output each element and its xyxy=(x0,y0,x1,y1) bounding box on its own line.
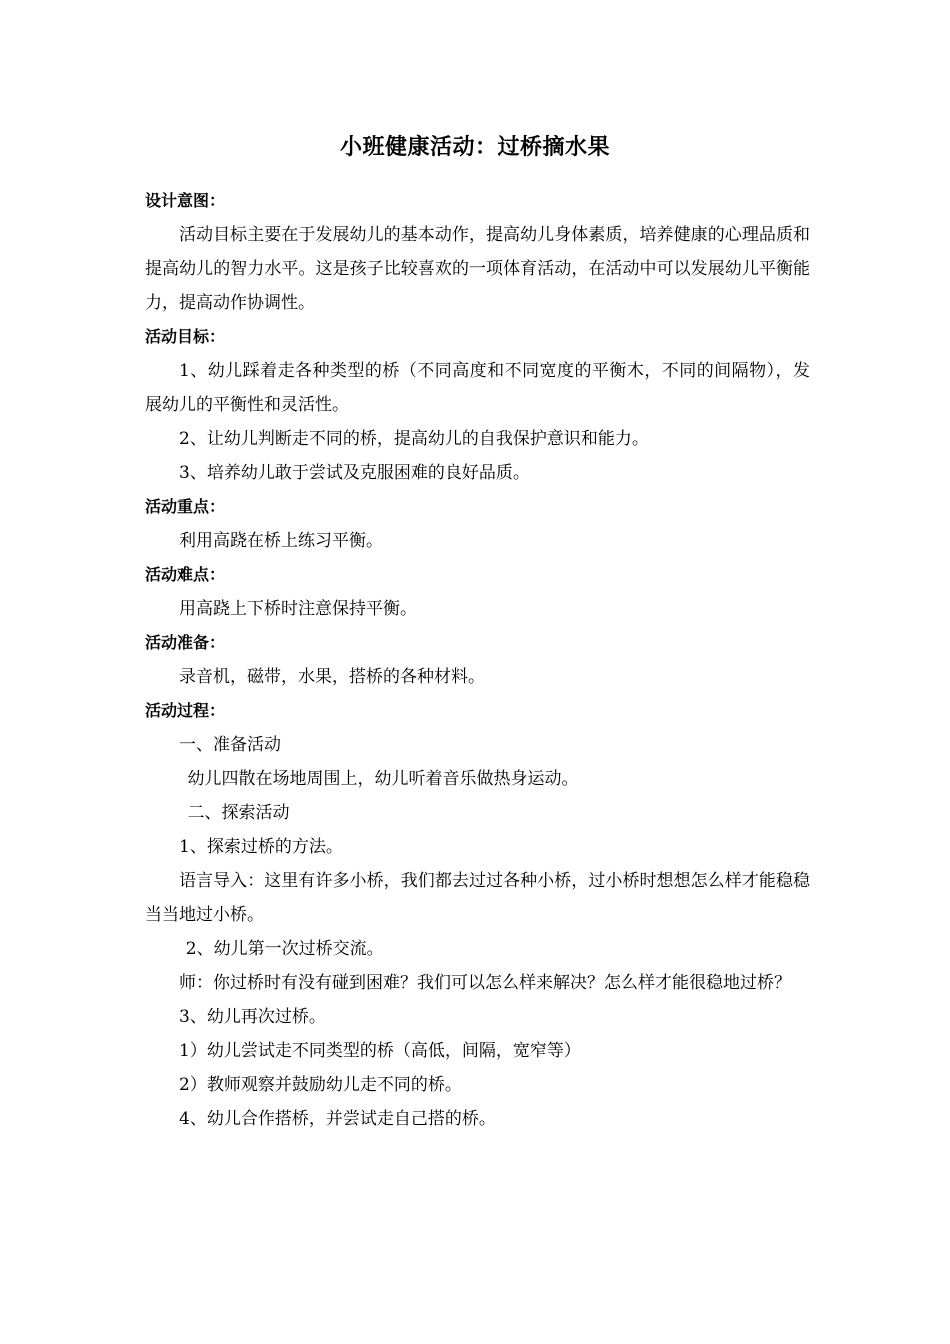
process-line: 1）幼儿尝试走不同类型的桥（高低，间隔，宽窄等） xyxy=(179,1041,581,1061)
goal-item-1: 1、幼儿踩着走各种类型的桥（不同高度和不同宽度的平衡木，不同的间隔物），发展幼儿的平衡性和灵活性。 xyxy=(145,361,810,415)
section-heading-process: 活动过程： xyxy=(145,701,226,720)
process-line: 一、准备活动 xyxy=(179,735,281,755)
design-paragraph: 活动目标主要在于发展幼儿的基本动作，提高幼儿身体素质，培养健康的心理品质和提高幼儿的智力水平。这是孩子比较喜欢的一项体育活动，在活动中可以发展幼儿平衡能力，提高动作协调性。 xyxy=(145,225,810,313)
document-body xyxy=(145,184,810,1136)
process-line: 1、探索过桥的方法。 xyxy=(179,837,343,857)
process-line: 幼儿四散在场地周围上，幼儿听着音乐做热身运动。 xyxy=(187,769,579,789)
process-line: 二、探索活动 xyxy=(187,803,290,823)
goal-item-2: 2、让幼儿判断走不同的桥，提高幼儿的自我保护意识和能力。 xyxy=(179,429,649,449)
process-line: 2）教师观察并鼓励幼儿走不同的桥。 xyxy=(179,1075,462,1095)
preparation-text: 录音机，磁带，水果，搭桥的各种材料。 xyxy=(179,667,485,687)
difficulty-text: 用高跷上下桥时注意保持平衡。 xyxy=(179,599,417,619)
process-line: 语言导入：这里有许多小桥，我们都去过过各种小桥，过小桥时想想怎么样才能稳稳当当地过小桥。 xyxy=(145,871,810,925)
section-heading-preparation: 活动准备： xyxy=(145,633,226,652)
section-heading-goals: 活动目标： xyxy=(145,327,226,346)
goal-item-3: 3、培养幼儿敢于尝试及克服困难的良好品质。 xyxy=(179,463,530,483)
process-line: 4、幼儿合作搭桥，并尝试走自己搭的桥。 xyxy=(179,1109,496,1129)
document-title: 小班健康活动：过桥摘水果 xyxy=(339,135,610,160)
process-line: 2、幼儿第一次过桥交流。 xyxy=(185,939,384,959)
process-line: 3、幼儿再次过桥。 xyxy=(179,1007,326,1027)
section-heading-key-point: 活动重点： xyxy=(145,497,226,516)
section-heading-difficulty: 活动难点： xyxy=(145,565,226,584)
process-line: 师：你过桥时有没有碰到困难？我们可以怎么样来解决？怎么样才能很稳地过桥？ xyxy=(179,973,791,993)
key-point-text: 利用高跷在桥上练习平衡。 xyxy=(179,531,383,551)
section-heading-design: 设计意图： xyxy=(145,191,226,210)
